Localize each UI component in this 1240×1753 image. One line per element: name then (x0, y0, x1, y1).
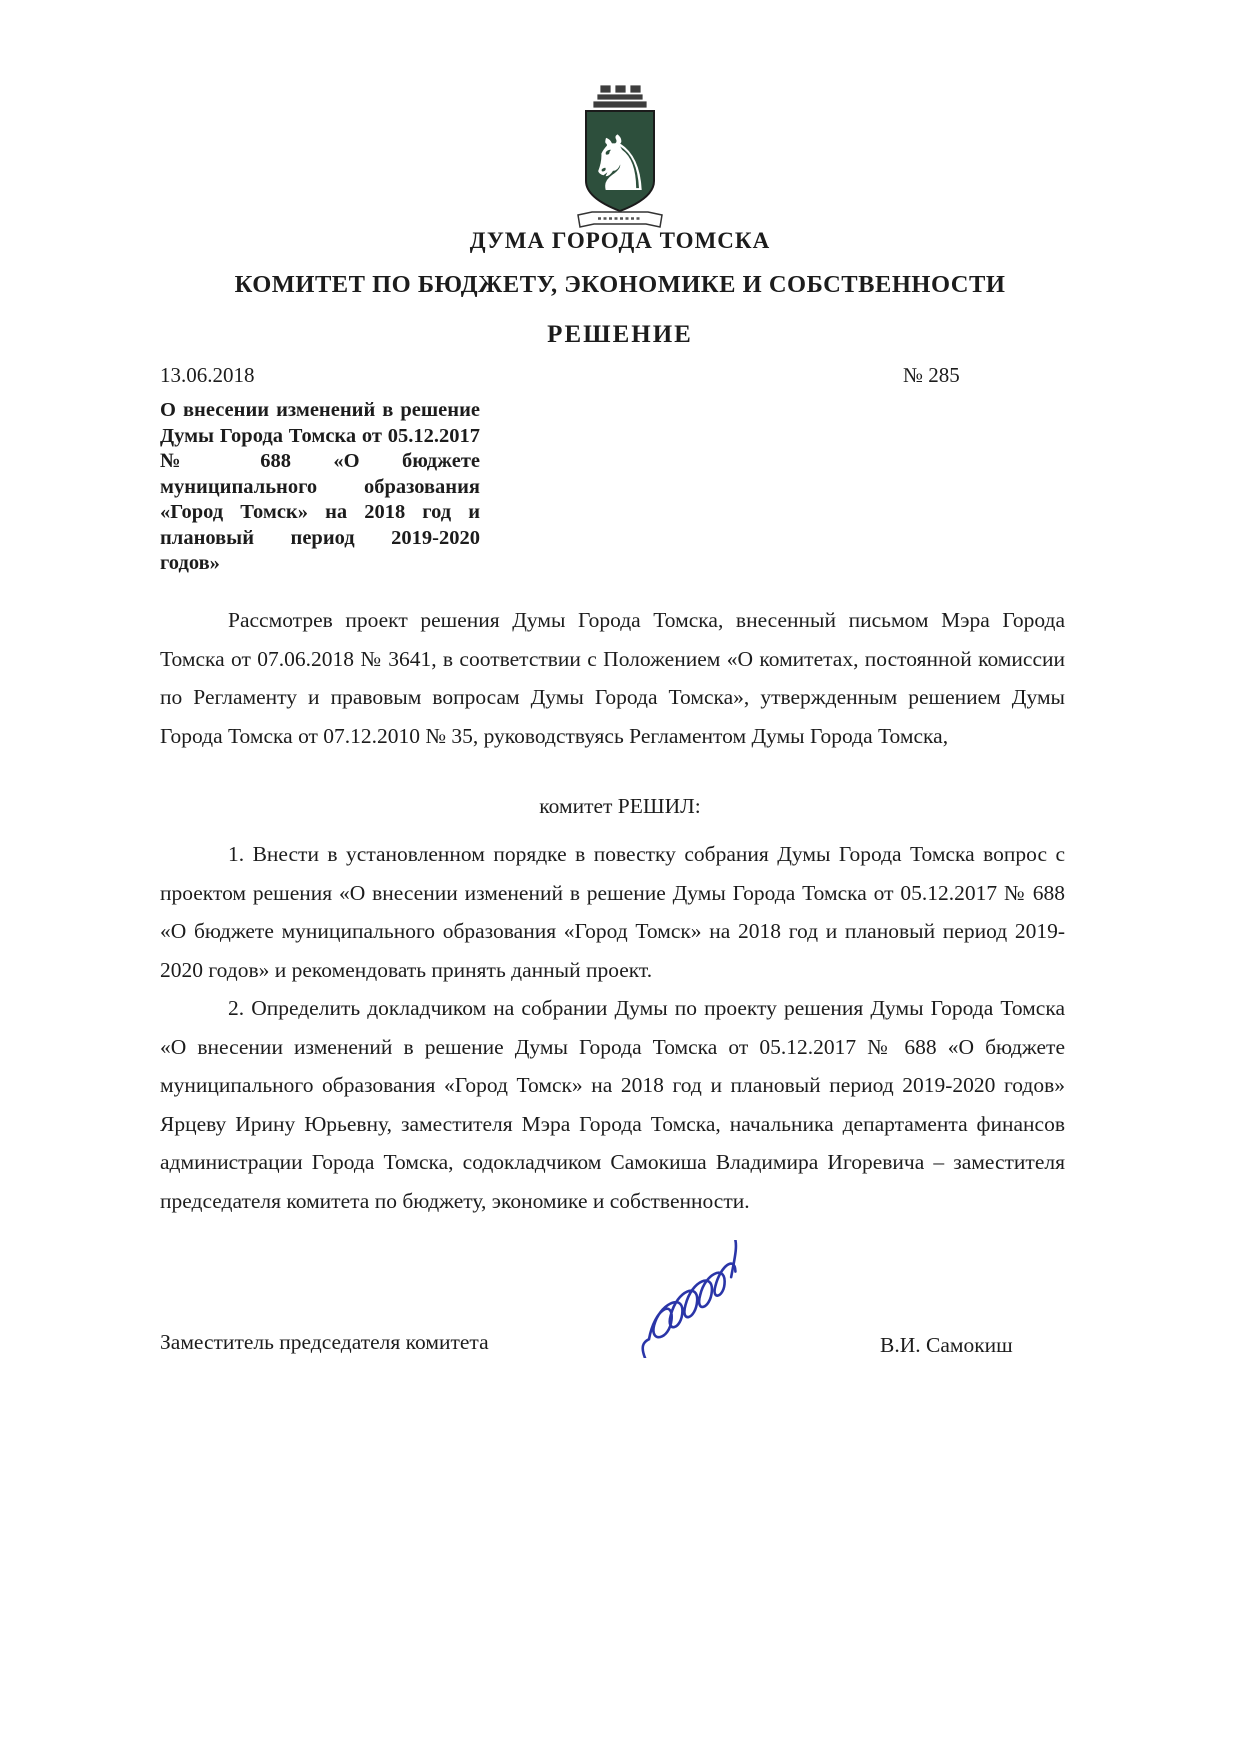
horse-icon: ♞ (585, 119, 655, 208)
preamble-paragraph: Рассмотрев проект решения Думы Города Томска, внесенный письмом Мэра Города Томска от 07.06.2018 № 3641, в соответствии с Положением «О комитетах, постоянной комиссии по Регламенту и правовым вопросам Думы Города Томска», утвержденным решением Думы Города Томска от 07.12.2010 № 35, руководствуясь Регламентом Думы Города Томска, (160, 608, 1065, 748)
resolution-item-2: 2. Определить докладчиком на собрании Думы по проекту решения Думы Города Томска «О внесении изменений в решение Думы Города Томска от 05.12.2017 № 688 «О бюджете муниципального образования «Город Томск» на 2018 год и плановый период 2019-2020 годов» Ярцеву Ирину Юрьевну, заместителя Мэра Города Томска, начальника департамента финансов администрации Города Томска, содокладчиком Самокиша Владимира Игоревича – заместителя председателя комитета по бюджету, экономике и собственности. (160, 996, 1065, 1213)
mural-crown-icon (593, 85, 647, 108)
document-number: № 285 (903, 363, 960, 387)
resolution-heading: комитет РЕШИЛ: (539, 794, 701, 818)
resolution-item-1: 1. Внести в установленном порядке в повестку собрания Думы Города Томска вопрос с проектом решения «О внесении изменений в решение Думы Города Томска от 05.12.2017 № 688 «О бюджете муниципального образования «Город Томск» на 2018 год и плановый период 2019-2020 годов» и рекомендовать принять данный проект. (160, 842, 1065, 982)
tomsk-coat-of-arms-icon (572, 84, 668, 239)
subject-block: О внесении изменений в решение Думы Города Томска от 05.12.2017 № 688 «О бюджете муниципального образования «Город Томск» на 2018 год и плановый период 2019-2020 годов» (160, 399, 480, 574)
signatory-name: В.И. Самокиш (880, 1333, 1013, 1357)
document-date: 13.06.2018 (160, 363, 255, 387)
coat-of-arms-svg (572, 84, 668, 234)
committee-name: КОМИТЕТ ПО БЮДЖЕТУ, ЭКОНОМИКЕ И СОБСТВЕННОСТИ (234, 271, 1006, 298)
signatory-position: Заместитель председателя комитета (160, 1330, 489, 1354)
organization-name: ДУМА ГОРОДА ТОМСКА (469, 228, 771, 253)
document-type-title: РЕШЕНИЕ (547, 321, 693, 348)
handwritten-signature-icon (628, 1240, 768, 1363)
signature-svg (628, 1240, 768, 1358)
